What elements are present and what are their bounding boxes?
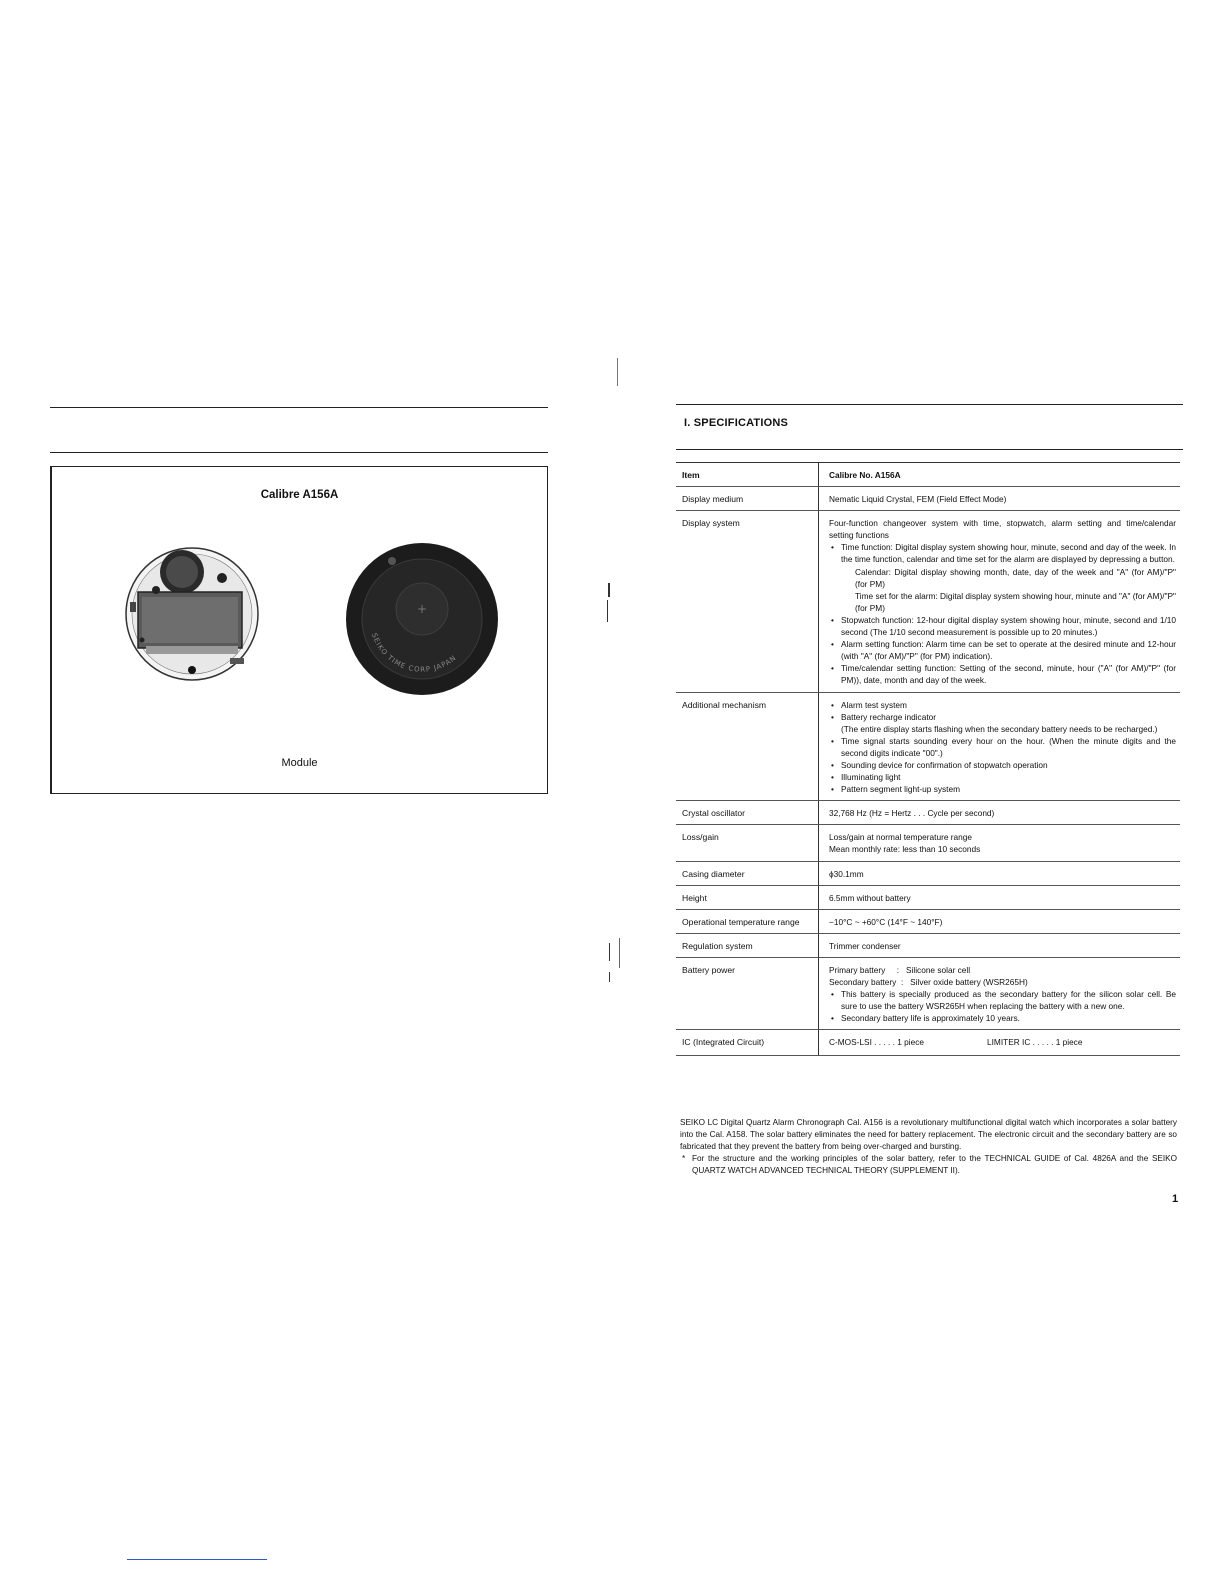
table-row-casing-diameter [676,862,1180,886]
row-value: −10°C ~ +60°C (14°F ~ 140°F) [829,916,943,927]
list-item: • Alarm setting function: Alarm time can be set to operate at the desired minute and 12-hour (with "A" (for AM)/"P" (for PM) indication). [829,638,1176,662]
row-label: Display medium [676,487,819,510]
ic-cmos: C-MOS-LSI . . . . . 1 piece [829,1037,924,1048]
table-row-additional-mechanism [676,693,1180,802]
table-row-crystal-oscillator [676,801,1180,825]
row-value: ϕ30.1mm [829,868,864,879]
secondary-battery: Secondary battery : Silver oxide battery (WSR265H) [829,977,1028,987]
footnote [680,1117,1177,1177]
list-item: • Illuminating light [829,771,1176,783]
ic-limiter: LIMITER IC . . . . . 1 piece [987,1037,1083,1048]
row-label: Crystal oscillator [676,801,819,824]
module-figure-box [50,466,548,794]
table-row-regulation-system [676,934,1180,958]
list-item: • Alarm test system [829,699,1176,711]
row-label: Battery power [676,958,819,1029]
right-top-rule [676,404,1183,405]
specifications-table [676,462,1180,1056]
section-heading: I. SPECIFICATIONS [684,417,789,429]
module-back-photo [342,539,502,699]
row-value [819,958,1180,1029]
loss-gain-line: Mean monthly rate: less than 10 seconds [829,844,981,855]
table-row-battery-power [676,958,1180,1030]
row-value [819,693,1180,801]
svg-text:+: + [416,602,428,616]
display-system-intro: Four-function changeover system with time, stopwatch, alarm setting and time/calendar setting functions [829,518,1176,541]
table-header-row [676,462,1180,487]
fold-mark [607,600,608,622]
link-underline [127,1559,267,1560]
left-second-rule [50,452,548,453]
row-value: 6.5mm without battery [829,892,911,903]
fold-mark [619,938,620,968]
row-value: 32,768 Hz (Hz = Hertz . . . Cycle per second) [829,808,995,819]
list-item: • Battery recharge indicator [829,711,1176,723]
row-value: Trimmer condenser [829,940,901,951]
list-item: • Pattern segment light-up system [829,783,1176,795]
row-label: Loss/gain [676,825,819,860]
list-item: • Time/calendar setting function: Setting of the second, minute, hour ("A" (for AM)/"P" (for PM)), date, month and day of the week. [829,662,1176,686]
module-front-photo [122,542,262,687]
row-label: Regulation system [676,934,819,957]
table-row-height [676,886,1180,910]
row-value [819,825,1180,860]
right-second-rule [676,449,1183,450]
loss-gain-line: Loss/gain at normal temperature range [829,832,972,843]
list-item: Calendar: Digital display showing month, date, day of the week and "A" (for AM)/"P" (for PM) [855,566,1176,589]
header-item: Item [676,463,819,486]
list-item: • Time signal starts sounding every hour on the hour. (When the minute digits and the second digits indicate "00".) [829,735,1176,759]
module-back-text: SEIKO TIME CORP JAPAN [370,632,459,674]
page-number: 1 [1172,1193,1179,1205]
list-item: Time set for the alarm: Digital display system showing hour, minute and "A" (for AM)/"P" (for PM) [855,590,1176,613]
table-row-operational-temperature [676,910,1180,934]
row-value [819,511,1180,691]
fold-mark [608,583,610,597]
primary-battery: Primary battery : Silicone solar cell [829,964,971,975]
row-label: Casing diameter [676,862,819,885]
table-row-loss-gain [676,825,1180,861]
figure-caption: Module [281,757,318,769]
row-label: Additional mechanism [676,693,819,801]
list-item: • Sounding device for confirmation of stopwatch operation [829,759,1176,771]
list-item: • Stopwatch function: 12-hour digital display system showing hour, minute, second and 1/10 second (The 1/10 second measurement is possible up to 20 minutes.) [829,614,1176,638]
list-item: (The entire display starts flashing when the secondary battery needs to be recharged.) [841,723,1158,734]
fold-mark [617,358,618,386]
row-label: Display system [676,511,819,691]
list-item: • This battery is specially produced as the secondary battery for the silicon solar cell. Be sure to use the battery WSR265H when replacing the battery with a new one. [829,988,1176,1012]
table-row-ic [676,1030,1180,1056]
fold-mark [609,972,610,982]
list-item: • Time function: Digital display system showing hour, minute, second and day of the week. In the time function, calendar and time set for the alarm are displayed by depressing a button. [829,541,1176,565]
left-top-rule [50,407,548,408]
row-value [819,1030,1180,1055]
row-value: Nematic Liquid Crystal, FEM (Field Effect Mode) [829,494,1007,505]
table-row-display-system [676,511,1180,692]
fold-mark [609,943,610,961]
row-label: IC (Integrated Circuit) [676,1030,819,1055]
row-label: Height [676,886,819,909]
table-row-display-medium [676,487,1180,511]
row-label: Operational temperature range [676,910,819,933]
list-item: • Secondary battery life is approximately 10 years. [829,1012,1176,1024]
header-calibre: Calibre No. A156A [829,470,901,480]
footnote-note: * For the structure and the working principles of the solar battery, refer to the TECHNICAL GUIDE of Cal. 4826A and the SEIKO QUARTZ WATCH ADVANCED TECHNICAL THEORY (SUPPLEMENT II). [680,1153,1177,1177]
figure-title: Calibre A156A [260,489,339,501]
footnote-main: SEIKO LC Digital Quartz Alarm Chronograph Cal. A156 is a revolutionary multifunctional digital watch which incorporates a solar battery into the Cal. A158. The solar battery eliminates the need for battery replacement. The electronic circuit and the secondary battery are so fabricated that they prevent the battery from being over-charged and bursting. [680,1118,1177,1151]
